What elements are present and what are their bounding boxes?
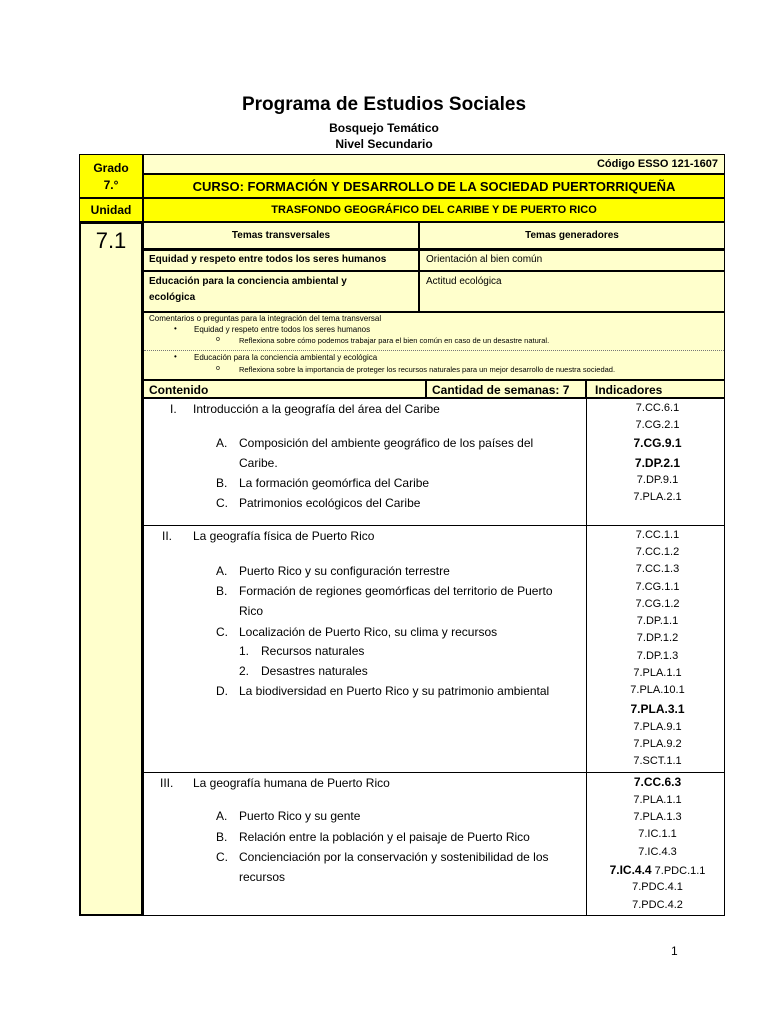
section2-item-d-letter: D. <box>216 684 228 698</box>
section3-item-c-cont: recursos <box>239 870 286 884</box>
tema-transversal-1: Equidad y respeto entre todos los seres humanos <box>149 254 387 265</box>
comentario-sub-2: Reflexiona sobre la importancia de proteger los recursos naturales para un mejor desarrollo de nuestra sociedad. <box>239 365 616 374</box>
tema-transversal-2-line2: ecológica <box>149 292 196 303</box>
curso-title: CURSO: FORMACIÓN Y DESARROLLO DE LA SOCIEDAD PUERTORRIQUEÑA <box>192 179 676 194</box>
indicator: 7.CC.6.3 <box>633 775 682 789</box>
indicator: 7.CG.9.1 <box>633 436 682 450</box>
section2-item-b: Formación de regiones geomórficas del territorio de Puerto <box>239 584 553 598</box>
section2-item-c1-num: 1. <box>239 644 250 658</box>
circle-bullet-icon: o <box>216 365 220 372</box>
section3-item-c-letter: C. <box>216 850 228 864</box>
indicator: 7.CG.2.1 <box>635 419 680 431</box>
section1-item-b: La formación geomórfica del Caribe <box>239 476 430 490</box>
section3-item-a: Puerto Rico y su gente <box>239 809 361 823</box>
section2-item-a: Puerto Rico y su configuración terrestre <box>239 564 450 578</box>
section1-item-c-letter: C. <box>216 496 228 510</box>
contenido-header: Contenido <box>149 383 209 397</box>
section1-num: I. <box>170 402 177 416</box>
indicator: 7.PLA.10.1 <box>630 684 685 696</box>
indicator: 7.PLA.1.1 <box>633 667 682 679</box>
comentario-bullet-1: Equidad y respeto entre todos los seres humanos <box>194 325 371 334</box>
indicator: 7.IC.4.3 <box>638 846 677 858</box>
codigo-text: Código ESSO 121-1607 <box>596 158 718 170</box>
section1-title: Introducción a la geografía del área del Caribe <box>193 402 440 416</box>
section1-item-a-letter: A. <box>216 436 228 450</box>
section2-item-c2: Desastres naturales <box>261 664 368 678</box>
indicator: 7.DP.2.1 <box>634 456 681 470</box>
subtitle-level: Nivel Secundario <box>335 137 433 151</box>
indicator: 7.PLA.3.1 <box>630 702 685 716</box>
contenido-header-cell <box>143 380 426 398</box>
section2-item-c2-num: 2. <box>239 664 250 678</box>
temas-row2-left <box>143 271 419 312</box>
indicator: 7.CC.1.1 <box>635 529 680 541</box>
indicator: 7.PDC.4.2 <box>632 899 683 911</box>
indicator: 7.PLA.2.1 <box>633 491 682 503</box>
indicator: 7.CG.1.1 <box>635 581 680 593</box>
unidad-title-row <box>143 198 725 222</box>
semanas-header: Cantidad de semanas: 7 <box>432 383 570 397</box>
unidad-label-cell <box>79 198 143 222</box>
dotted-divider <box>144 350 724 351</box>
temas-generadores-header: Temas generadores <box>525 230 619 241</box>
bullet-icon: • <box>174 352 177 361</box>
section2-num: II. <box>162 529 173 543</box>
section2-item-a-letter: A. <box>216 564 228 578</box>
comentarios-block <box>143 312 725 380</box>
section2-item-b-letter: B. <box>216 584 228 598</box>
section-divider-1 <box>143 525 725 526</box>
indicator: 7.SCT.1.1 <box>633 755 682 767</box>
comentario-sub-1: Reflexiona sobre cómo podemos trabajar para el bien común en caso de un desastre natural. <box>239 336 550 345</box>
section3-item-b: Relación entre la población y el paisaje de Puerto Rico <box>239 830 530 844</box>
temas-generadores-header-cell <box>419 222 725 250</box>
indicator: 7.IC.4.4 <box>609 863 652 877</box>
section3-item-b-letter: B. <box>216 830 228 844</box>
indicator: 7.CC.1.3 <box>635 563 680 575</box>
tema-transversal-2-line1: Educación para la conciencia ambiental y <box>149 276 347 287</box>
tema-generador-1: Orientación al bien común <box>426 254 543 265</box>
temas-row1-left <box>143 250 419 271</box>
indicator: 7.DP.1.1 <box>636 615 679 627</box>
indicator: 7.CC.6.1 <box>635 402 680 414</box>
grado-label: Grado <box>93 161 129 175</box>
indicator-pair <box>590 863 725 877</box>
indicator: 7.PDC.4.1 <box>632 881 683 893</box>
indicator: 7.PDC.1.1 <box>654 865 706 877</box>
grado-value: 7.° <box>103 178 119 192</box>
unit-number: 7.1 <box>95 228 127 253</box>
page-number: 1 <box>671 944 678 958</box>
temas-transversales-header: Temas transversales <box>231 230 331 241</box>
section2-item-c-letter: C. <box>216 625 228 639</box>
indicator: 7.PLA.9.1 <box>633 721 682 733</box>
bullet-icon: • <box>174 324 177 333</box>
section2-title: La geografía física de Puerto Rico <box>193 529 375 543</box>
circle-bullet-icon: o <box>216 336 220 343</box>
unidad-label: Unidad <box>90 203 132 217</box>
section1-item-a: Composición del ambiente geográfico de los países del <box>239 436 534 450</box>
temas-row2-right <box>419 271 725 312</box>
indicator-column-divider <box>586 398 587 916</box>
indicadores-header: Indicadores <box>595 383 663 397</box>
indicator: 7.PLA.1.3 <box>633 811 682 823</box>
indicator: 7.DP.9.1 <box>636 474 679 486</box>
section3-item-a-letter: A. <box>216 809 228 823</box>
curso-row <box>143 174 725 198</box>
indicadores-header-cell <box>586 380 725 398</box>
indicator: 7.DP.1.3 <box>636 650 679 662</box>
subtitle-outline: Bosquejo Temático <box>329 121 439 135</box>
section2-item-d: La biodiversidad en Puerto Rico y su patrimonio ambiental <box>239 684 550 698</box>
section2-item-c1: Recursos naturales <box>261 644 365 658</box>
indicator: 7.CG.1.2 <box>635 598 680 610</box>
page-title: Programa de Estudios Sociales <box>241 94 527 115</box>
indicator: 7.CC.1.2 <box>635 546 680 558</box>
unit-number-cell <box>79 222 143 916</box>
temas-transversales-header-cell <box>143 222 419 250</box>
section3-num: III. <box>160 776 174 790</box>
indicator: 7.IC.1.1 <box>638 828 677 840</box>
section3-item-c: Concienciación por la conservación y sostenibilidad de los <box>239 850 549 864</box>
comentario-bullet-2: Educación para la conciencia ambiental y ecológica <box>194 353 378 362</box>
codigo-row <box>143 154 725 174</box>
semanas-header-cell <box>426 380 586 398</box>
section2-item-c: Localización de Puerto Rico, su clima y recursos <box>239 625 498 639</box>
grado-cell <box>79 154 143 198</box>
indicator: 7.PLA.1.1 <box>633 794 682 806</box>
section2-item-b-cont: Rico <box>239 604 264 618</box>
comentarios-heading: Comentarios o preguntas para la integración del tema transversal <box>149 314 382 323</box>
indicator: 7.DP.1.2 <box>636 632 679 644</box>
section-divider-2 <box>143 772 725 773</box>
unidad-title: TRASFONDO GEOGRÁFICO DEL CARIBE Y DE PUERTO RICO <box>271 204 597 216</box>
section1-item-a-cont: Caribe. <box>239 456 278 470</box>
section1-item-b-letter: B. <box>216 476 228 490</box>
tema-generador-2: Actitud ecológica <box>426 276 502 287</box>
indicator: 7.PLA.9.2 <box>633 738 682 750</box>
section1-item-c: Patrimonios ecológicos del Caribe <box>239 496 421 510</box>
section3-title: La geografía humana de Puerto Rico <box>193 776 390 790</box>
temas-row1-right <box>419 250 725 271</box>
